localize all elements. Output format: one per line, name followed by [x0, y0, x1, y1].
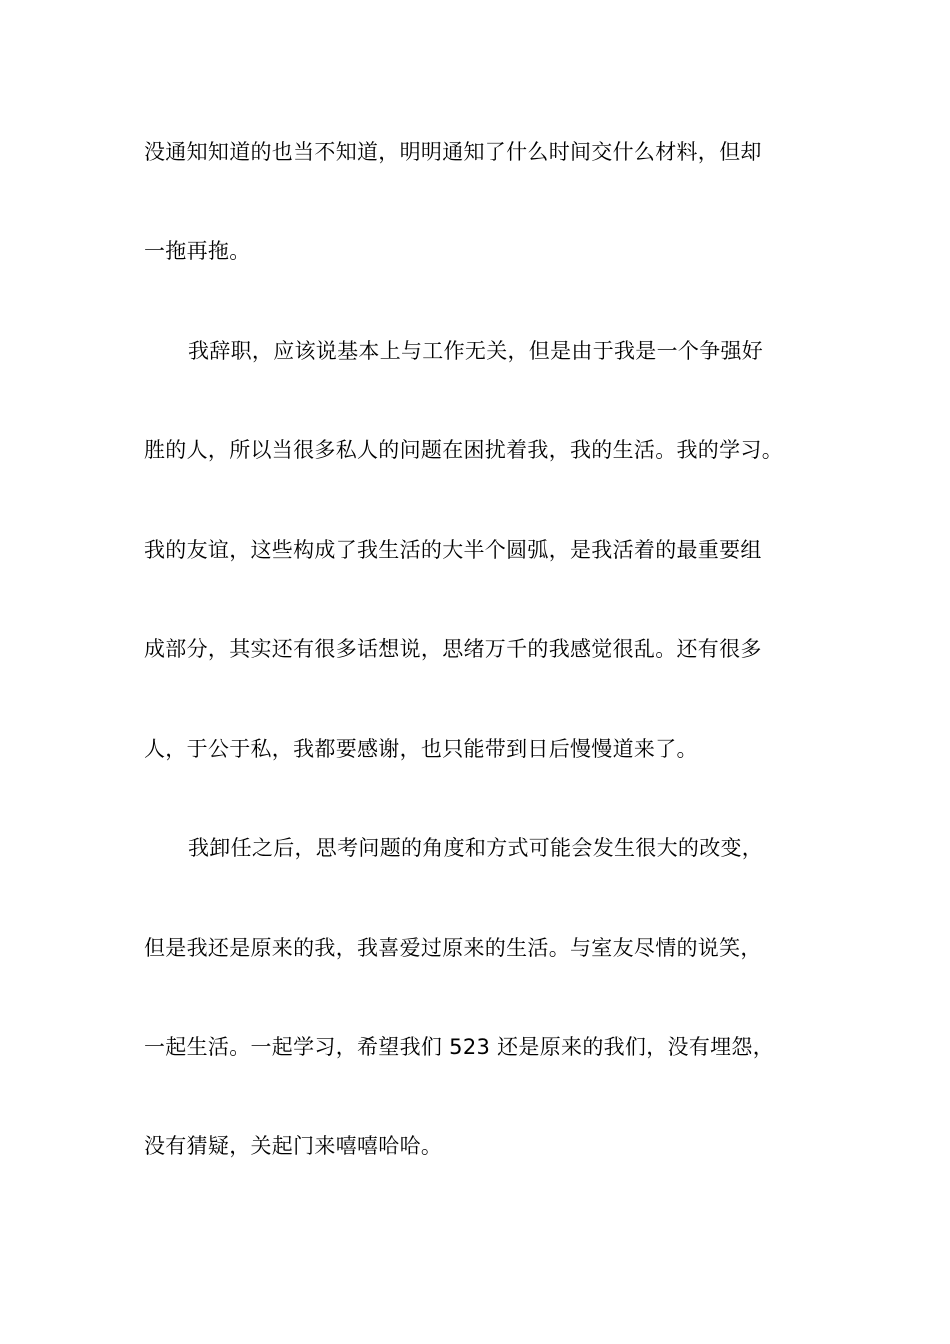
text-line-9: 但是我还是原来的我，我喜爱过原来的生活。与室友尽情的说笑， — [144, 936, 762, 960]
paragraph-start-line-3: 我辞职，应该说基本上与工作无关，但是由于我是一个争强好 — [188, 339, 764, 363]
text-line-7: 人，于公于私，我都要感谢，也只能带到日后慢慢道来了。 — [144, 737, 698, 761]
text-line-11: 没有猜疑，关起门来嘻嘻哈哈。 — [144, 1134, 443, 1158]
text-line-10: 一起生活。一起学习，希望我们 523 还是原来的我们，没有埋怨， — [144, 1035, 775, 1059]
text-line-5: 我的友谊，这些构成了我生活的大半个圆弧，是我活着的最重要组 — [144, 538, 762, 562]
text-line-1: 没通知知道的也当不知道，明明通知了什么时间交什么材料，但却 — [144, 140, 762, 164]
text-line-4: 胜的人，所以当很多私人的问题在困扰着我，我的生活。我的学习。 — [144, 438, 783, 462]
paragraph-start-line-8: 我卸任之后，思考问题的角度和方式可能会发生很大的改变， — [188, 836, 764, 860]
text-line-6: 成部分，其实还有很多话想说，思绪万千的我感觉很乱。还有很多 — [144, 637, 762, 661]
text-line-2: 一拖再拖。 — [144, 239, 251, 263]
